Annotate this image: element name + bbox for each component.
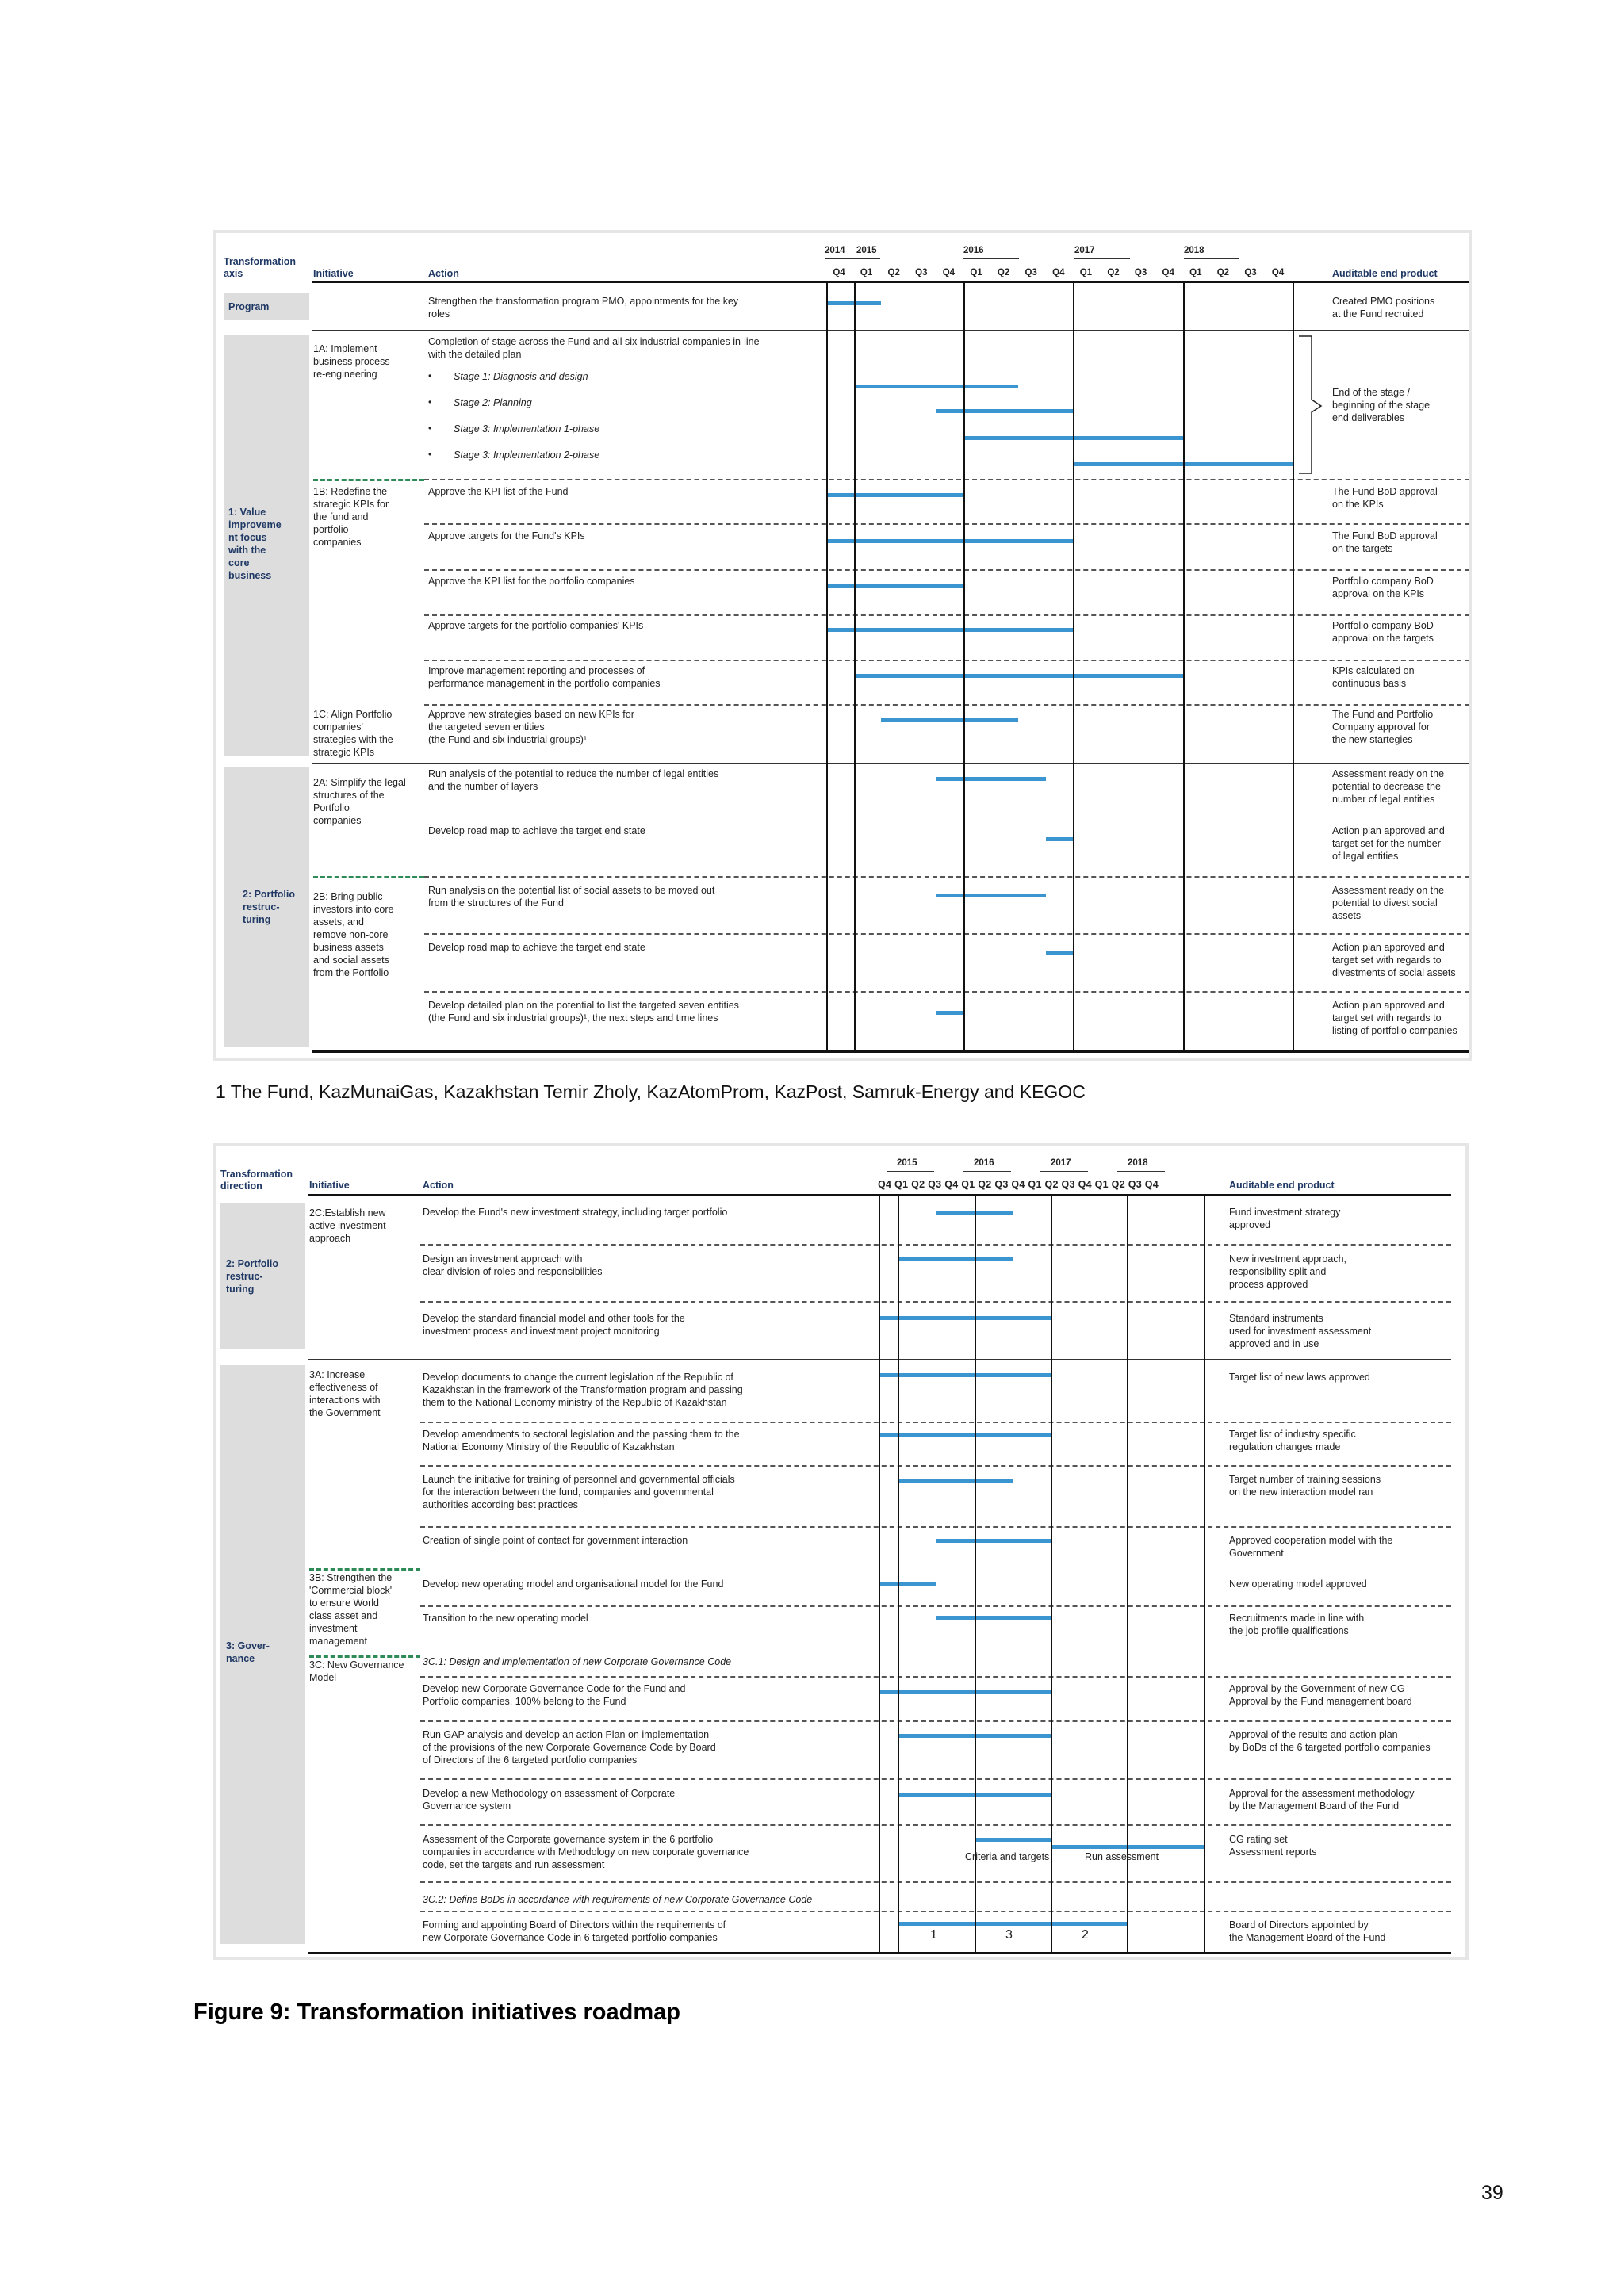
timeline-bar (826, 628, 1073, 632)
end-product-text: KPIs calculated on continuous basis (1332, 665, 1415, 689)
row-divider (420, 1422, 1451, 1423)
action-text: Develop detailed plan on the potential to list the targeted seven entities (the Fund and six industrial groups)¹, the next steps and time lines (428, 1000, 739, 1024)
quarter-label: Q3 (1025, 268, 1037, 277)
initiative-1b: 1B: Redefine the strategic KPIs for the fund and portfolio companies (313, 486, 389, 548)
row-divider (420, 1720, 1451, 1722)
action-text: Improve management reporting and processes of performance management in the portfolio companies (428, 665, 661, 689)
quarter-label: Q1 (1079, 268, 1093, 277)
brace-label: End of the stage / beginning of the stage end deliverables (1332, 387, 1431, 423)
timeline-bar (936, 1011, 963, 1015)
end-product-text: Portfolio company BoD approval on the targets (1332, 620, 1434, 644)
timeline-bar (1046, 951, 1074, 955)
initiative-separator (313, 876, 424, 878)
year-underline (963, 1171, 1011, 1172)
timeline-bar (936, 777, 1045, 781)
year-underline (963, 258, 1019, 259)
initiative-1c: 1C: Align Portfolio companies' strategies with the strategic KPIs (313, 709, 393, 758)
quarter-label: Q2 (1216, 268, 1230, 277)
action-text: Develop new Corporate Governance Code for the Fund and Portfolio companies, 100% belong to the Fund (423, 1683, 686, 1707)
end-product-text: Target number of training sessions on the new interaction model ran (1229, 1474, 1381, 1498)
timeline-bar (936, 1539, 1051, 1543)
quarter-label: Q4 (1162, 268, 1174, 277)
end-product-text: Action plan approved and target set with regards to listing of portfolio companies (1332, 1000, 1457, 1036)
year-label: 2015 (856, 246, 877, 255)
quarter-label: Q4 (1052, 268, 1065, 277)
action-text: Run analysis of the potential to reduce the number of legal entities and the number of layers (428, 768, 719, 792)
initiative-3a: 3A: Increase effectiveness of interactions with the Government (309, 1369, 381, 1418)
timeline-bar (826, 539, 1073, 543)
end-product-text: Assessment ready on the potential to decrease the number of legal entities (1332, 768, 1445, 805)
quarter-label: Q1 (1189, 268, 1202, 277)
action-text: Approve targets for the Fund's KPIs (428, 530, 585, 541)
end-product-text: Created PMO positions at the Fund recruited (1332, 296, 1435, 320)
row-divider (424, 876, 1469, 878)
row-divider (424, 614, 1469, 616)
header-auditable-product: Auditable end product (1229, 1180, 1335, 1191)
grid-edge (1204, 1194, 1205, 1954)
action-text: Approve the KPI list for the portfolio companies (428, 576, 635, 587)
row-divider (420, 1881, 1451, 1883)
action-text: Stage 1: Diagnosis and design (454, 371, 588, 382)
bullet-icon: • (428, 449, 432, 460)
end-product-text: Portfolio company BoD approval on the KPIs (1332, 576, 1434, 599)
row-divider (420, 1244, 1451, 1246)
year-gridline (898, 1194, 899, 1954)
row-divider (424, 933, 1469, 935)
bracket-icon (1297, 335, 1329, 477)
roadmap-figure-1 (213, 230, 1472, 1061)
header-transformation-axis: Transformation axis (224, 256, 296, 279)
header-auditable-product: Auditable end product (1332, 268, 1438, 279)
milestone-number: 1 (930, 1928, 937, 1942)
quarter-label: Q1 (970, 268, 982, 277)
end-product-text: Target list of industry specific regulation changes made (1229, 1429, 1356, 1452)
timeline-bar (879, 1582, 936, 1586)
axis-label-portfolio: 2: Portfolio restruc- turing (226, 1258, 278, 1295)
header-action: Action (428, 268, 459, 279)
bullet-icon: • (428, 370, 432, 381)
quarter-label: Q1 (860, 268, 873, 277)
initiative-1a: 1A: Implement business process re-engineering (313, 343, 390, 380)
action-text: Creation of single point of contact for government interaction (423, 1535, 688, 1546)
row-divider (420, 1676, 1451, 1678)
end-product-text: Approval for the assessment methodology by the Management Board of the Fund (1229, 1788, 1415, 1812)
end-product-text: CG rating set Assessment reports (1229, 1834, 1317, 1858)
action-text: Approve new strategies based on new KPIs for the targeted seven entities (the Fund and six industrial groups)¹ (428, 709, 634, 745)
action-text: Approve the KPI list of the Fund (428, 486, 569, 497)
quarter-label: Q2 (887, 268, 900, 277)
criteria-label: Criteria and targets (965, 1851, 1050, 1862)
row-divider (420, 1778, 1451, 1780)
action-text: Approve targets for the portfolio companies' KPIs (428, 620, 644, 631)
end-product-text: New operating model approved (1229, 1578, 1367, 1590)
row-divider (420, 1465, 1451, 1467)
end-product-text: Approved cooperation model with the Government (1229, 1535, 1393, 1559)
year-gridline (1051, 1194, 1052, 1954)
end-product-text: The Fund BoD approval on the KPIs (1332, 486, 1438, 510)
quarter-label: Q3 (1134, 268, 1147, 277)
row-divider (420, 1605, 1451, 1607)
end-product-text: The Fund BoD approval on the targets (1332, 530, 1438, 554)
action-text: Stage 3: Implementation 2-phase (454, 450, 600, 461)
end-product-text: New investment approach, responsibility split and process approved (1229, 1253, 1346, 1290)
quarter-label: Q4 (833, 268, 845, 277)
quarter-label: Q2 (1107, 268, 1120, 277)
action-text: Develop a new Methodology on assessment of Corporate Governance system (423, 1788, 676, 1812)
quarter-label: Q4 (942, 268, 956, 277)
bullet-icon: • (428, 423, 432, 434)
timeline-bar (854, 385, 1019, 388)
initiative-separator (309, 1655, 420, 1658)
year-label: 2015 (897, 1158, 917, 1168)
end-product-text: Recruitments made in line with the job profile qualifications (1229, 1613, 1365, 1636)
bullet-icon: • (428, 396, 432, 408)
action-text: 3C.1: Design and implementation of new Corporate Governance Code (423, 1656, 732, 1667)
year-label: 2014 (825, 246, 845, 255)
year-label: 2017 (1074, 246, 1095, 255)
timeline-bar (936, 894, 1045, 897)
header-initiative: Initiative (309, 1180, 350, 1191)
run-assessment-label: Run assessment (1085, 1851, 1159, 1862)
row-divider (424, 569, 1469, 571)
timeline-bar (854, 674, 1183, 678)
row-divider (312, 763, 1469, 764)
header-initiative: Initiative (313, 268, 354, 279)
initiative-2a: 2A: Simplify the legal structures of the Portfolio companies (313, 777, 406, 826)
year-gridline (879, 1194, 880, 1954)
action-text: Transition to the new operating model (423, 1613, 588, 1624)
page-number: 39 (1481, 2182, 1503, 2204)
year-gridline (1073, 281, 1074, 1051)
header-transformation-direction: Transformation direction (220, 1169, 293, 1192)
year-gridline (963, 281, 965, 1051)
quarter-label: Q2 (997, 268, 1010, 277)
timeline-bar (898, 1257, 1013, 1261)
year-underline (825, 258, 880, 259)
timeline-bar (879, 1690, 1051, 1694)
initiative-3b: 3B: Strengthen the 'Commercial block' to ensure World class asset and investment management (309, 1572, 393, 1647)
timeline-bar (826, 493, 963, 497)
quarter-label: Q4 (1271, 268, 1285, 277)
row-divider (424, 704, 1469, 706)
end-product-text: Action plan approved and target set with regards to divestments of social assets (1332, 942, 1456, 978)
action-text: Design an investment approach with clear division of roles and responsibilities (423, 1253, 603, 1277)
timeline-bar (936, 1616, 1051, 1620)
grid-edge (1293, 281, 1294, 1051)
year-gridline (975, 1194, 976, 1954)
year-gridline (826, 281, 828, 1051)
action-text: Forming and appointing Board of Directors within the requirements of new Corporate Governance Code in 6 targeted portfolio companies (423, 1919, 726, 1943)
axis-label-portfolio: 2: Portfolio restruc- turing (243, 889, 295, 925)
end-product-text: Action plan approved and target set for the number of legal entities (1332, 825, 1445, 862)
bottom-rule (308, 1952, 1451, 1954)
initiative-3c: 3C: New Governance Model (309, 1659, 404, 1683)
quarter-label: Q3 (915, 268, 928, 277)
header-action: Action (423, 1180, 454, 1191)
action-text: Develop new operating model and organisational model for the Fund (423, 1578, 724, 1590)
row-divider (424, 660, 1469, 661)
timeline-bar (898, 1922, 1127, 1926)
year-label: 2016 (974, 1158, 994, 1168)
action-text: Develop documents to change the current legislation of the Republic of Kazakhstan in the framework of the Transformation program and passing them to the National Economy ministry of the Republic of Kazakhstan (423, 1372, 743, 1408)
quarter-header-row: Q4 Q1 Q2 Q3 Q4 Q1 Q2 Q3 Q4 Q1 Q2 Q3 Q4 Q1 Q2 Q3 Q4 (878, 1179, 1159, 1190)
year-gridline (854, 281, 856, 1051)
year-gridline (1183, 281, 1185, 1051)
year-label: 2018 (1128, 1158, 1148, 1168)
bottom-rule (312, 1050, 1469, 1053)
milestone-number: 2 (1082, 1928, 1089, 1942)
end-product-text: The Fund and Portfolio Company approval for the new startegies (1332, 709, 1434, 745)
timeline-bar (826, 584, 963, 588)
action-text: Develop amendments to sectoral legislation and the passing them to the National Economy Ministry of the Republic of Kazakhstan (423, 1429, 740, 1452)
action-text: Run GAP analysis and develop an action Plan on implementation of the provisions of the new Corporate Governance Code by Board of Directors of the 6 targeted portfolio companies (423, 1729, 716, 1766)
end-product-text: Target list of new laws approved (1229, 1372, 1370, 1383)
year-label: 2017 (1051, 1158, 1071, 1168)
timeline-bar (898, 1479, 1013, 1483)
quarter-label: Q3 (1244, 268, 1257, 277)
year-underline (1184, 258, 1239, 259)
year-gridline (1127, 1194, 1128, 1954)
axis-label-value-improvement: 1: Value improveme nt focus with the core business (228, 507, 282, 581)
row-divider (420, 1301, 1451, 1303)
action-text: Develop road map to achieve the target end state (428, 825, 645, 836)
initiative-2b: 2B: Bring public investors into core assets, and remove non-core business assets and social assets from the Portfolio (313, 891, 394, 978)
timeline-bar (879, 1373, 1051, 1377)
year-label: 2016 (963, 246, 984, 255)
end-product-text: Approval of the results and action plan by BoDs of the 6 targeted portfolio companies (1229, 1729, 1431, 1753)
footnote: 1 The Fund, KazMunaiGas, Kazakhstan Temir Zholy, KazAtomProm, KazPost, Samruk-Energy and KEGOC (216, 1081, 1086, 1102)
timeline-bar (879, 1433, 1051, 1437)
action-text: Assessment of the Corporate governance system in the 6 portfolio companies in accordance with Methodology on new corporate governance code, set the targets and run assessment (423, 1834, 749, 1870)
end-product-text: Standard instruments used for investment assessment approved and in use (1229, 1313, 1372, 1349)
year-underline (1040, 1171, 1088, 1172)
initiative-separator (309, 1568, 420, 1571)
header-rule (312, 281, 1469, 283)
initiative-2c: 2C:Establish new active investment approach (309, 1207, 386, 1244)
year-underline (1117, 1171, 1165, 1172)
action-text: Stage 3: Implementation 1-phase (454, 423, 600, 434)
milestone-number: 3 (1005, 1928, 1013, 1942)
action-text: Strengthen the transformation program PMO, appointments for the key roles (428, 296, 739, 320)
end-product-text: Assessment ready on the potential to divest social assets (1332, 885, 1445, 921)
action-text: Develop the standard financial model and other tools for the investment process and investment project monitoring (423, 1313, 685, 1337)
year-underline (1074, 258, 1130, 259)
row-divider (424, 991, 1469, 993)
figure-caption: Figure 9: Transformation initiatives roadmap (193, 1999, 680, 2025)
row-divider (424, 523, 1469, 525)
row-divider (420, 1911, 1451, 1912)
end-product-text: Board of Directors appointed by the Management Board of the Fund (1229, 1919, 1386, 1943)
axis-label-program: Program (228, 301, 270, 312)
year-underline (887, 1171, 934, 1172)
timeline-bar (881, 718, 1018, 722)
action-text: Completion of stage across the Fund and all six industrial companies in-line with the detailed plan (428, 336, 760, 360)
action-text: Run analysis on the potential list of social assets to be moved out from the structures of the Fund (428, 885, 715, 909)
axis-label-governance: 3: Gover- nance (226, 1640, 270, 1664)
timeline-bar (1046, 837, 1074, 841)
initiative-separator (313, 479, 424, 481)
row-divider (420, 1526, 1451, 1528)
action-text: Develop road map to achieve the target end state (428, 942, 645, 953)
action-text: 3C.2: Define BoDs in accordance with requirements of new Corporate Governance Code (423, 1894, 813, 1905)
timeline-bar (879, 1316, 1051, 1320)
timeline-bar (975, 1838, 1051, 1842)
row-divider (420, 1824, 1451, 1826)
action-text: Develop the Fund's new investment strategy, including target portfolio (423, 1207, 728, 1218)
end-product-text: Approval by the Government of new CG Approval by the Fund management board (1229, 1683, 1412, 1707)
timeline-bar (936, 409, 1073, 413)
action-text: Launch the initiative for training of personnel and governmental officials for the interaction between the fund, companies and governmental authorities according best practices (423, 1474, 735, 1510)
end-product-text: Fund investment strategy approved (1229, 1207, 1341, 1230)
row-divider (312, 330, 1469, 331)
year-label: 2018 (1184, 246, 1205, 255)
row-divider (424, 479, 1469, 480)
action-text: Stage 2: Planning (454, 397, 532, 408)
